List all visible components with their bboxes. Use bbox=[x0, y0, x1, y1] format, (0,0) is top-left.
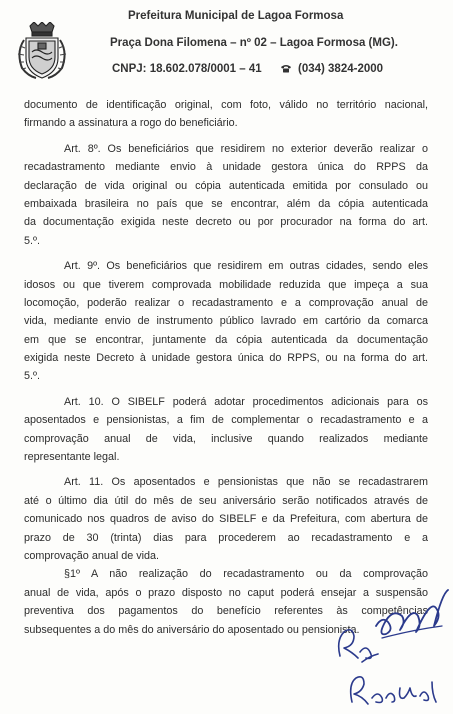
text-line: locomoção, poderão realizar o recadastramento e a comprovação anual de bbox=[24, 296, 428, 309]
telephone-icon bbox=[280, 64, 292, 73]
text-line: documento de identificação original, com foto, válido no território nacional, bbox=[24, 99, 428, 111]
text-line: embaixada brasileira no país que se encontrar, além da cópia autenticada bbox=[24, 197, 428, 210]
text-line: comprovação anual de vida, inclusive quando realizados mediante bbox=[24, 432, 428, 445]
text-line: aposentados e pensionistas, a fim de complementar o recadastramento e a bbox=[24, 414, 428, 427]
text-line: firmando a assinatura a rogo do beneficiário. bbox=[24, 117, 238, 130]
coat-of-arms-icon bbox=[16, 22, 68, 80]
text-line: anual de vida, após o prazo disposto no caput poderá ensejar a suspensão bbox=[24, 586, 428, 599]
text-line: vida, mediante envio de instrumento público lavrado em cartório da comarca bbox=[24, 315, 428, 328]
text-line: representante legal. bbox=[24, 451, 120, 464]
text-line: comprovação anual de vida. bbox=[24, 549, 160, 562]
text-line: comunicado nos quadros de aviso do SIBELF e da Prefeitura, com abertura de bbox=[24, 513, 428, 526]
article-11-heading-line: Art. 11. Os aposentados e pensionistas que não se recadastrarem bbox=[64, 476, 428, 489]
decree-body bbox=[24, 96, 428, 639]
handwritten-signature-2 bbox=[346, 668, 446, 710]
text-line: 5.º. bbox=[24, 234, 40, 247]
text-line: exigida neste Decreto à unidade gestora única do RPPS, ou na forma do art. bbox=[24, 352, 428, 365]
article-8-heading-line: Art. 8º. Os beneficiários que residirem no exterior deverão realizar o bbox=[64, 142, 428, 155]
article-9-heading-line: Art. 9º. Os beneficiários que residirem em outras cidades, sendo eles bbox=[64, 260, 428, 273]
text-line: prazo de 30 (trinta) dias para procederem ao recadastramento e a bbox=[24, 531, 428, 544]
text-line: recadastramento mediante envio à unidade gestora única do RPPS da bbox=[24, 161, 428, 174]
text-line: idosos ou que tiverem comprovada mobilidade reduzida que impeça a sua bbox=[24, 278, 428, 291]
phone-line bbox=[280, 63, 383, 75]
text-line: subsequentes a do mês do aniversário do aposentado ou pensionista. bbox=[24, 623, 360, 636]
text-line: até o último dia útil do mês de seu aniversário serão notificados através de bbox=[24, 494, 428, 507]
text-line: preventiva dos pagamentos do benefício referentes às competências bbox=[24, 605, 428, 618]
paragraph-1-heading-line: §1º A não realização do recadastramento ou da comprovação bbox=[64, 568, 428, 581]
text-line: em que se encontrar, juntamente da cópia autenticada da documentação bbox=[24, 333, 428, 346]
letterhead bbox=[0, 0, 453, 86]
text-line: da documentação exigida neste decreto ou por procurador na forma do art. bbox=[24, 216, 428, 229]
cnpj-number: CNPJ: 18.602.078/0001 – 41 bbox=[112, 63, 262, 75]
municipality-address: Praça Dona Filomena – nº 02 – Lagoa Formosa (MG). bbox=[110, 37, 398, 49]
phone-number: (034) 3824-2000 bbox=[298, 63, 384, 75]
text-line: declaração de vida original ou cópia autenticada emitida por consulado ou bbox=[24, 179, 428, 192]
handwritten-initials bbox=[332, 622, 380, 664]
municipality-title: Prefeitura Municipal de Lagoa Formosa bbox=[128, 10, 344, 22]
handwritten-signature-1 bbox=[372, 586, 452, 642]
text-line: 5.º. bbox=[24, 370, 40, 383]
article-10-heading-line: Art. 10. O SIBELF poderá adotar procedimentos adicionais para os bbox=[64, 395, 428, 408]
